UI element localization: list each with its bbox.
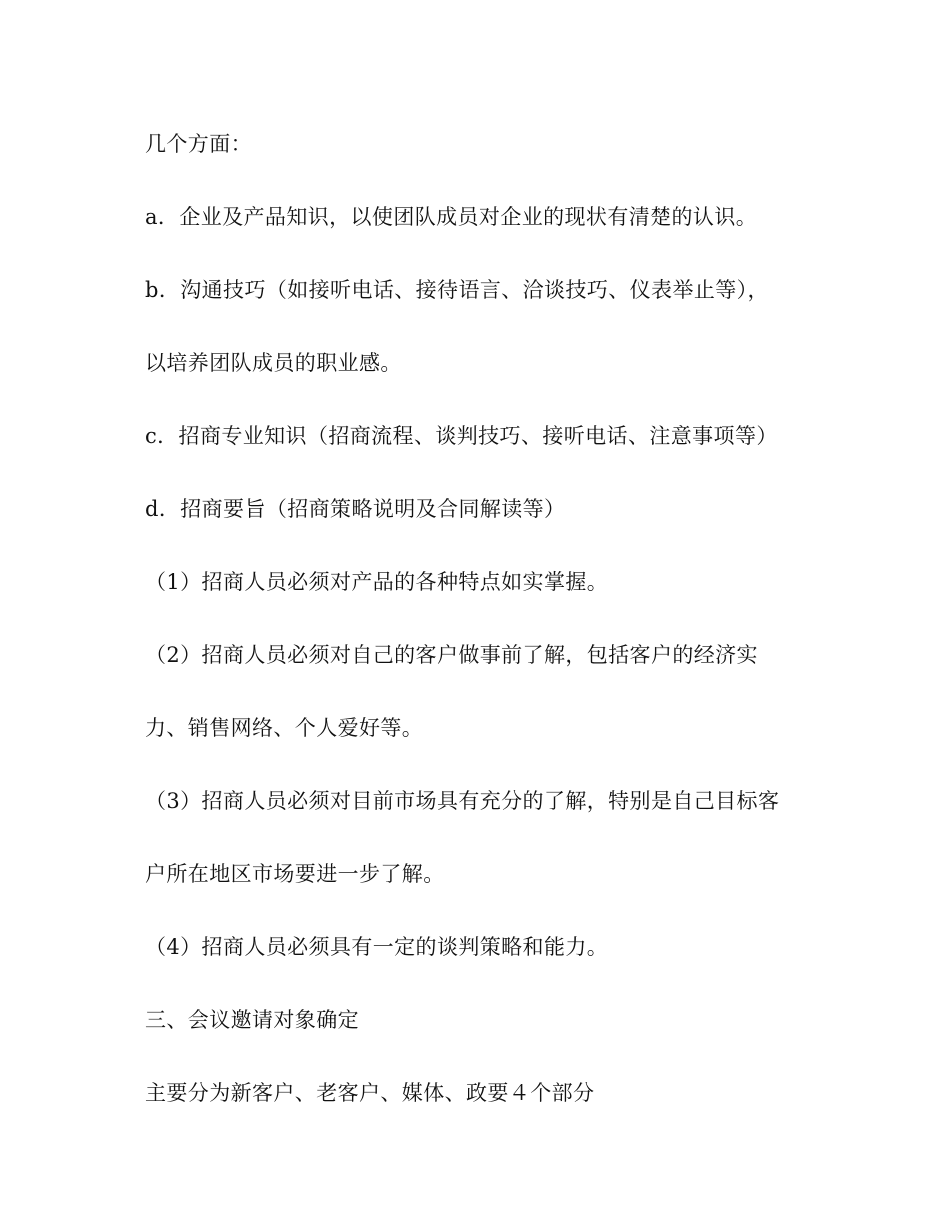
text-line-intro: 几个方面： [145, 132, 252, 156]
text-line-point-4: （4）招商人员必须具有一定的谈判策略和能力。 [145, 935, 609, 959]
text-line-item-a: a．企业及产品知识，以使团队成员对企业的现状有清楚的认识。 [145, 205, 758, 229]
text-line-point-3: （3）招商人员必须对目前市场具有充分的了解，特别是自己目标客 [145, 789, 780, 813]
text-line-item-c: c．招商专业知识（招商流程、谈判技巧、接听电话、注意事项等） [145, 424, 778, 448]
text-line-point-1: （1）招商人员必须对产品的各种特点如实掌握。 [145, 570, 609, 594]
text-line-point-3-cont: 户所在地区市场要进一步了解。 [145, 862, 445, 886]
section-heading: 三、会议邀请对象确定 [145, 1008, 359, 1032]
text-line-item-d: d．招商要旨（招商策略说明及合同解读等） [145, 497, 566, 521]
text-line-point-2-cont: 力、销售网络、个人爱好等。 [145, 716, 424, 740]
text-line-item-b-cont: 以培养团队成员的职业感。 [145, 351, 402, 375]
text-line-point-2: （2）招商人员必须对自己的客户做事前了解，包括客户的经济实 [145, 643, 758, 667]
text-line-item-b: b．沟通技巧（如接听电话、接待语言、洽谈技巧、仪表举止等）， [145, 278, 769, 302]
text-line-section-body: 主要分为新客户、老客户、媒体、政要４个部分 [145, 1081, 595, 1105]
